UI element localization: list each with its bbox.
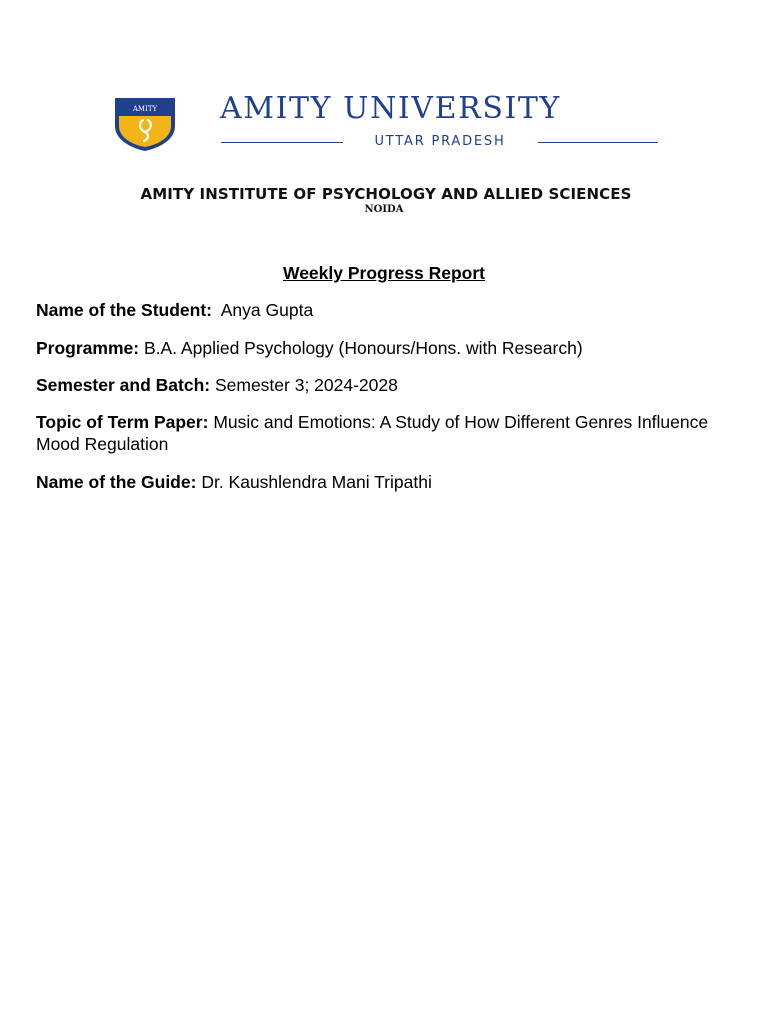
field-value: B.A. Applied Psychology (Honours/Hons. with Research) <box>143 338 583 358</box>
field-label: Programme: <box>36 338 140 358</box>
campus-name: NOIDA <box>364 204 404 215</box>
field-label: Name of the Guide: <box>36 472 197 492</box>
field-value: Dr. Kaushlendra Mani Tripathi <box>201 472 432 492</box>
divider-right <box>538 142 658 143</box>
university-location: UTTAR PRADESH <box>374 134 506 149</box>
field-value: Anya Gupta <box>220 300 314 320</box>
field-programme <box>36 337 716 359</box>
amity-shield-logo <box>113 96 177 152</box>
field-term-paper-topic <box>36 411 716 455</box>
field-value: Music and Emotions: A Study of How Different Genres Influence Mood Regulation <box>36 412 709 454</box>
field-label: Semester and Batch: <box>36 375 211 395</box>
institute-name: AMITY INSTITUTE OF PSYCHOLOGY AND ALLIED SCIENCES <box>140 185 632 203</box>
report-title: Weekly Progress Report <box>283 263 485 283</box>
field-label: Topic of Term Paper: <box>36 412 209 432</box>
university-name: AMITY UNIVERSITY <box>220 91 561 126</box>
field-guide-name <box>36 471 716 493</box>
field-semester-batch <box>36 374 716 396</box>
logo-text: AMITY <box>132 105 158 113</box>
field-value: Semester 3; 2024-2028 <box>214 375 398 395</box>
divider-left <box>221 142 343 143</box>
field-student-name <box>36 299 716 321</box>
field-label: Name of the Student: <box>36 300 212 320</box>
